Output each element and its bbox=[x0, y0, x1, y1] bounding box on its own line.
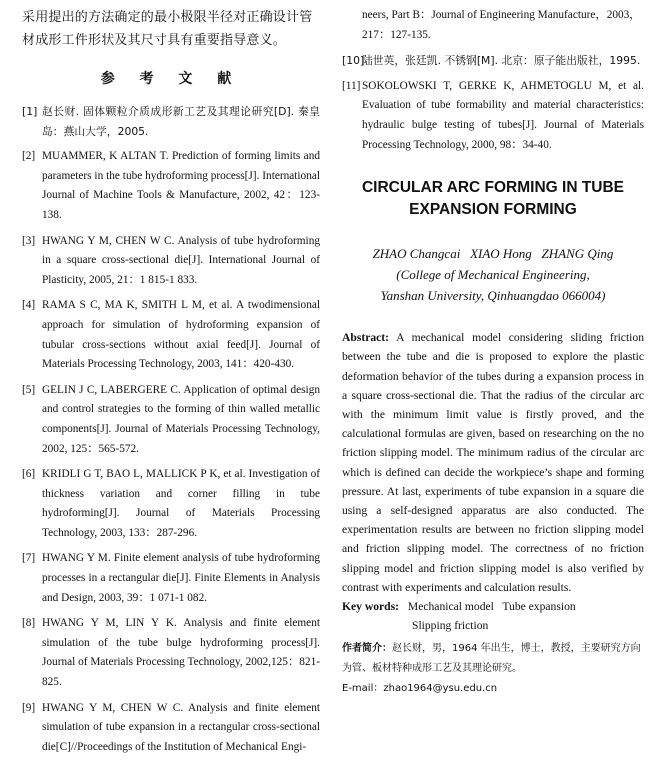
reference-number: [4] bbox=[22, 299, 36, 312]
author-bio bbox=[342, 639, 644, 679]
reference-text: HWANG Y M, CHEN W C. Analysis and finite element simulation of tube expansion in a rectangular cross-sectional die[C]//Proceedings of the Institution of Mechanical Engi- bbox=[42, 701, 320, 753]
reference-text: 陆世英，张廷凯. 不锈钢[M]. 北京：原子能出版社，1995. bbox=[362, 54, 641, 68]
reference-item bbox=[22, 232, 320, 291]
reference-number: [9] bbox=[22, 701, 36, 714]
left-column bbox=[22, 0, 320, 763]
right-column bbox=[342, 0, 644, 699]
paper-title bbox=[342, 177, 644, 221]
reference-item bbox=[22, 699, 320, 758]
reference-number: [6] bbox=[22, 468, 36, 481]
paper-title-line2: EXPANSION FORMING bbox=[409, 201, 577, 219]
reference-text: HWANG Y M. Finite element analysis of tube hydroforming processes in a rectangular die[J]. Finite Elements in Analysis and Design, 2003, 39：1 071-1 082. bbox=[42, 552, 320, 604]
reference-number: [1] bbox=[22, 105, 38, 118]
affiliation-line1: (College of Mechanical Engineering, bbox=[396, 267, 590, 283]
author-bio-text: 赵长财，男，1964 年出生，博士，教授，主要研究方向为管、板材特种成形工艺及其理论研究。 bbox=[342, 643, 641, 675]
reference-number: [8] bbox=[22, 617, 36, 630]
abstract-text: A mechanical model considering sliding friction between the tube and die is proposed to explore the plastic deformation behavior of the tubes during a expansion process in a square cross-sectional die. That the radius of the circular arc with the minimum limit value is firstly proved, and the calculational formulas are given, based on researching on the no friction slipping model. The minimum radius of the circular arc which is defined can decide the workpiece’s shape and forming pressure. At last, experiments of tube expansion in a square die using a self-designed apparatus are also conducted. The experimentation results are between no friction slipping model and friction slipping model. The correctness of no friction slipping model and friction slipping model is also verified by contrast with experiments and calculation results. bbox=[342, 331, 644, 594]
reference-item bbox=[22, 614, 320, 692]
email-value: zhao1964@ysu.edu.cn bbox=[383, 683, 498, 695]
author-block bbox=[342, 243, 644, 306]
keywords-line1: Mechanical model Tube expansion bbox=[407, 600, 576, 613]
email-label: E-mail： bbox=[342, 683, 384, 695]
keywords-label: Key words: bbox=[342, 600, 399, 613]
reference-text: HWANG Y M, LIN Y K. Analysis and finite element simulation of the tube bulge hydroforming process[J]. Journal of Materials Processing Technology, 2002,125：821-825. bbox=[42, 617, 320, 689]
reference-item bbox=[342, 77, 644, 155]
references-heading: 参 考 文 献 bbox=[100, 71, 242, 87]
reference-item bbox=[342, 51, 644, 71]
reference-text: KRIDLI G T, BAO L, MALLICK P K, et al. Investigation of thickness variation and corner filling in tube hydroforming[J]. Journal of Materials Processing Technology, 2003, 133：287-296. bbox=[42, 468, 320, 539]
reference-number: [3] bbox=[22, 234, 36, 247]
reference-item bbox=[22, 549, 320, 608]
reference-text: RAMA S C, MA K, SMITH L M, et al. A twodimensional approach for simulation of hydroforming expansion of tubular cross-sections without axial feed[J]. Journal of Materials Processing Technology, 2003, 141：420-430. bbox=[42, 299, 320, 371]
reference-text: HWANG Y M, CHEN W C. Analysis of tube hydroforming in a square cross-sectional die[J]. International Journal of Plasticity, 2005, 21：1 815-1 833. bbox=[42, 234, 320, 286]
author-names: ZHAO Changcai XIAO Hong ZHANG Qing bbox=[372, 246, 614, 262]
keywords-row bbox=[342, 597, 644, 616]
reference-number: [5] bbox=[22, 383, 36, 396]
reference-text: MUAMMER, K ALTAN T. Prediction of forming limits and parameters in the tube hydroforming process[J]. International Journal of Machine Tools & Manufacture, 2002, 42：123-138. bbox=[42, 150, 320, 221]
reference-item bbox=[22, 381, 320, 459]
abstract bbox=[342, 328, 644, 597]
author-bio-label: 作者简介： bbox=[342, 643, 392, 655]
reference-number: [11] bbox=[342, 79, 361, 92]
reference-text: SOKOLOWSKI T, GERKE K, AHMETOGLU M, et al. Evaluation of tube formability and material characteristics: hydraulic bulge testing of tubes[J]. Journal of Materials Processing Technology, 2000, 98：34-40. bbox=[362, 79, 644, 151]
keywords-line2: Slipping friction bbox=[412, 619, 489, 633]
reference-number: [2] bbox=[22, 150, 36, 163]
reference-number: [10] bbox=[342, 54, 365, 68]
keywords bbox=[342, 597, 644, 635]
affiliation-line2: Yanshan University, Qinhuangdao 066004) bbox=[380, 288, 606, 304]
reference-text: 赵长财. 固体颗粒介质成形新工艺及其理论研究[D]. 秦皇岛：燕山大学，2005. bbox=[42, 105, 320, 138]
abstract-label: Abstract: bbox=[342, 331, 390, 345]
reference-item bbox=[22, 465, 320, 543]
reference-text: GELIN J C, LABERGERE C. Application of optimal design and control strategies to the forming of thin walled metallic components[J]. Journal of Materials Processing Technology, 2002, 125：565-572. bbox=[42, 383, 320, 455]
intro-paragraph: 采用提出的方法确定的最小极限半径对正确设计管材成形工件形状及其尺寸具有重要指导意义。 bbox=[22, 10, 313, 48]
reference-item bbox=[22, 147, 320, 225]
reference-number: [7] bbox=[22, 552, 36, 565]
paper-title-line1: CIRCULAR ARC FORMING IN TUBE bbox=[361, 179, 625, 197]
reference-item bbox=[22, 102, 320, 141]
reference-item bbox=[22, 296, 320, 374]
reference-continuation: neers, Part B：Journal of Engineering Manufacture，2003，217：127-135. bbox=[362, 9, 641, 41]
email bbox=[342, 679, 644, 699]
